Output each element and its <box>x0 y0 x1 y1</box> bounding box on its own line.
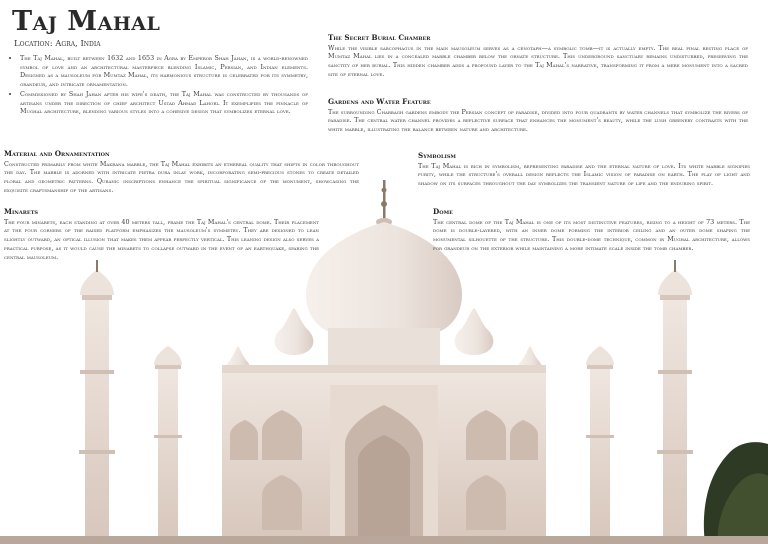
section-heading: Material and Ornamentation <box>4 149 110 158</box>
section-body: The surrounding Charbagh gardens embody the Persian concept of paradise, divided into four quadrants by water channels that symbolize the rivers of paradise. The central water channel provides a reflective surface that enhances the monument's beauty, while the lush greenery contrasts with the white marble, illustrating the balance between nature and architecture. <box>328 107 748 134</box>
section-dome <box>433 208 750 253</box>
crowd-base <box>0 536 768 544</box>
bullet-item: • Commissioned by Shah Jahan after his wife's death, the Taj Mahal was constructed by thousands of artisans under the direction of chief architect Ustad Ahmad Lahori. It exemplifies the pinnacle of Mughal architecture, blending various styles into a cohesive design that symbolizes eternal love. <box>20 90 308 116</box>
section-body: The central dome of the Taj Mahal is one of its most distinctive features, rising to a height of 73 meters. The dome is double-layered, with an inner dome forming the interior ceiling and an outer dome shaping the monumental silhouette of the structure. This double-dome technique, common in Mughal architecture, allows for grandeur on the exterior while maintaining a more intimate scale inside the tomb chamber. <box>433 217 750 252</box>
section-secret-chamber <box>328 34 748 79</box>
bullet-item: • The Taj Mahal, built between 1632 and 1653 in Agra by Emperor Shah Jahan, is a world-renowned symbol of love and an architectural masterpiece blending Islamic, Persian, and Indian elements. Designed as a mausoleum for Mumtaz Mahal, its harmonious structure is celebrated for its symmetry, grandeur, and intricate ornamentation. <box>20 54 308 89</box>
minaret-inner-right <box>586 346 614 544</box>
section-heading: Symbolism <box>418 151 456 160</box>
section-material <box>4 150 359 195</box>
section-body: The Taj Mahal is rich in symbolism, representing paradise and the eternal nature of love. Its white marble signifies purity, while the structure's overall design reflects the Islamic vision of paradise on earth. The play of light and shadow on its surfaces throughout the day symbolizes the transient nature of life and the enduring spirit. <box>418 161 750 188</box>
section-body: The four minarets, each standing at over 40 meters tall, frame the Taj Mahal's central dome. Their placement at the four corners of the raised platform emphasizes the mausoleum's symmetry. They are designed to lean slightly outward, an optical illusion that makes them appear perfectly vertical. This leaning design also serves a practical purpose, as it would cause the minarets to collapse outward in the event of an earthquake, sparing the central mausoleum. <box>4 217 319 261</box>
minaret-inner-left <box>154 346 182 544</box>
section-gardens <box>328 98 748 134</box>
section-heading: Gardens and Water Feature <box>328 97 431 106</box>
section-heading: Minarets <box>4 207 39 216</box>
intro-bullets <box>10 54 308 117</box>
location-label: Location: Agra, India <box>14 39 101 49</box>
section-symbolism <box>418 152 750 188</box>
page-title: Taj Mahal <box>12 6 161 37</box>
section-minarets <box>4 208 319 261</box>
section-body: Constructed primarily from white Makrana marble, the Taj Mahal exhibits an ethereal quality that shifts in color throughout the day. The marble is adorned with intricate pietra dura inlay work, incorporating semi-precious stones to create detailed floral and geometric patterns. Quranic inscriptions enhance the spiritual significance of the monument, showcasing the exquisite craftsmanship of the artisans. <box>4 159 359 194</box>
minaret-right <box>657 260 693 544</box>
dome-finial <box>376 180 392 226</box>
section-body: While the visible sarcophagus in the main mausoleum serves as a cenotaph—a symbolic tomb—it is actually empty. The real final resting place of Mumtaz Mahal lies in a concealed marble chamber below the ornate structure. This underground sanctuary remains undisturbed, preserving the sanctity of her burial. This hidden chamber adds a profound layer to the Taj Mahal's narrative, transforming it from a mere monument into a sacred site of eternal love. <box>328 43 748 78</box>
minaret-left <box>79 260 115 544</box>
section-heading: Dome <box>433 207 453 216</box>
section-heading: The Secret Burial Chamber <box>328 33 431 42</box>
